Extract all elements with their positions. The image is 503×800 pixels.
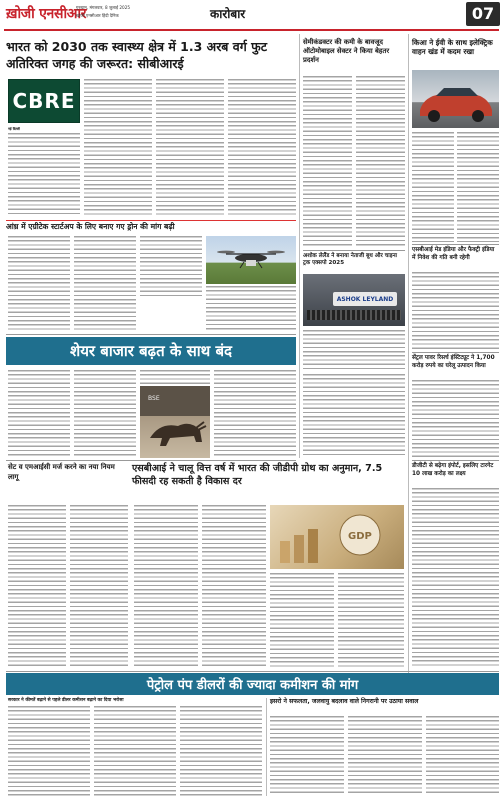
article-13-body-col1 — [270, 716, 344, 796]
article-1-body-col3 — [156, 79, 224, 217]
article-10-body-col3 — [270, 573, 334, 667]
article-2-headline: आंध्र में एग्रीटेक स्टार्टअप के लिए बनाए गए ड्रोन की मांग बढ़ी — [6, 222, 175, 231]
article-9-headline: सेट व एमआईसी मर्ज करने का नया नियम लागू — [8, 463, 115, 481]
divider-a8-a11 — [412, 460, 499, 461]
article-7-headline: एसबीआई मेड इंडिया और फैक्ट्री इंडिया में निवेश की गति बनी रहेगी — [412, 247, 495, 261]
divider-a4-a7 — [412, 244, 499, 245]
article-8-body — [412, 380, 499, 458]
article-6-body — [303, 330, 405, 370]
divider-left-middle — [299, 34, 300, 458]
article-10-headline: एसबीआई ने चालू वित्त वर्ष में भारत की जीडीपी ग्रोथ का अनुमान, 7.5 फीसदी रह सकती है विकास दर — [132, 463, 383, 487]
article-12-headline-banner — [6, 673, 499, 695]
kia-ev-photo — [412, 70, 499, 128]
ashok-leyland-logo-text: ASHOK LEYLAND — [336, 295, 394, 303]
bull-icon — [140, 386, 210, 458]
article-12-body-col3 — [180, 706, 262, 796]
article-3-body-col2 — [356, 76, 405, 248]
ashok-leyland-logo-plate — [333, 292, 397, 306]
article-12-subhead: सरकार ने कीमतें बढ़ाने से पहले डीलर कमीशन बढ़ाने का दिया भरोसा — [8, 698, 124, 703]
divider-a2-banner — [6, 334, 296, 335]
article-8-headline: सेंट्रल पावर रिसर्च इंस्टिट्यूट ने 1,700 करोड़ रुपये का घरेलू उत्पादन किया — [412, 355, 495, 369]
truck-grille — [307, 310, 401, 320]
bull-statue-photo — [140, 386, 210, 458]
article-9-body-col2 — [70, 505, 128, 667]
article-2-body-col4 — [206, 286, 296, 332]
masthead-rule — [4, 29, 499, 31]
article-2-body-col1 — [8, 236, 70, 332]
article-5-headline: शेयर बाजार बढ़त के साथ बंद — [70, 342, 232, 360]
article-2-body-col2 — [74, 236, 136, 332]
article-4-body-col1 — [412, 132, 454, 242]
article-1-headline: भारत को 2030 तक स्वास्थ्य क्षेत्र में 1.3 अरब वर्ग फुट अतिरिक्त जगह की जरूरत: सीबीआरई — [6, 39, 268, 71]
article-5-headline-banner — [6, 337, 296, 365]
divider-a1-a2 — [6, 220, 296, 221]
article-3-headline: सेमीकंडक्टर की कमी के बावजूद ऑटोमोबाइल सेक्टर ने किया बेहतर प्रदर्शन — [303, 38, 390, 64]
article-6-body-lower — [303, 374, 405, 458]
article-6-headline: अशोक लेलैंड ने बनाया नेताजी बूथ और चाइना ट्रक एक्सपो 2025 — [303, 253, 397, 267]
article-11-body — [412, 488, 499, 668]
article-5-body-col2 — [74, 370, 136, 458]
article-5-body-col4 — [214, 370, 296, 458]
gdp-icon — [270, 505, 404, 569]
divider-a7-a8 — [412, 352, 499, 353]
article-4-body-col2 — [457, 132, 499, 242]
article-9-body-col1 — [8, 505, 66, 667]
article-1-body-col2 — [84, 79, 152, 217]
article-1-body-col4 — [228, 79, 296, 217]
article-2-body-col3 — [140, 236, 202, 296]
article-10-body-col2 — [202, 505, 266, 667]
masthead — [0, 0, 503, 30]
page-number: 07 — [471, 4, 495, 23]
masthead-subline: खोजी एनसीआर हिंदी दैनिक — [76, 13, 119, 18]
article-5-body-col3 — [140, 370, 210, 384]
article-4-headline: किआ ने ईवी के साथ इलेक्ट्रिक वाहन खंड में कदम रखा — [412, 38, 493, 57]
masthead-date: गुरुग्राम, मंगलवार, 8 जुलाई 2025 — [76, 5, 131, 10]
gdp-photo — [270, 505, 404, 569]
article-12-body-col1 — [8, 706, 90, 796]
cbre-logo — [8, 79, 80, 123]
article-13-body-col2 — [348, 716, 422, 796]
article-5-body-col1 — [8, 370, 70, 458]
article-11-headline: डीजीटी से बढ़ेगा इंपोर्ट, इसलिए टारगेट 10 लाख करोड़ का लक्ष्य — [412, 463, 494, 477]
article-10-body-col4 — [338, 573, 404, 667]
article-7-body — [412, 272, 499, 350]
car-icon — [412, 70, 499, 128]
article-12-body-col2 — [94, 706, 176, 796]
masthead-logo: ख़ोजी एनसीआर — [6, 6, 87, 22]
article-3-body-col1 — [303, 76, 352, 248]
article-1-dateline: नई दिल्ली — [8, 127, 21, 131]
drone-icon — [206, 236, 296, 284]
svg-text:GDP: GDP — [348, 531, 372, 542]
divider-middle-right — [408, 34, 409, 674]
divider-a12-a13 — [266, 698, 267, 796]
divider-a3-a6 — [303, 250, 405, 251]
article-13-headline: इसरो ने सफलता, जलवायु बदलाव वाले निगरानी पर उठाया सवाल — [270, 698, 419, 705]
article-10-body-col1 — [134, 505, 198, 667]
drone-photo — [206, 236, 296, 284]
article-1-body-col1 — [8, 133, 80, 217]
divider-a5-a9 — [6, 460, 296, 461]
divider-bottom — [6, 671, 499, 672]
article-13-body-col3 — [426, 716, 499, 796]
svg-text:BSE: BSE — [148, 395, 160, 402]
section-title: कारोबार — [210, 7, 246, 21]
ashok-leyland-truck-photo — [303, 274, 405, 326]
cbre-logo-text: CBRE — [12, 89, 76, 113]
article-12-headline: पेट्रोल पंप डीलरों की ज्यादा कमीशन की मांग — [146, 678, 359, 693]
